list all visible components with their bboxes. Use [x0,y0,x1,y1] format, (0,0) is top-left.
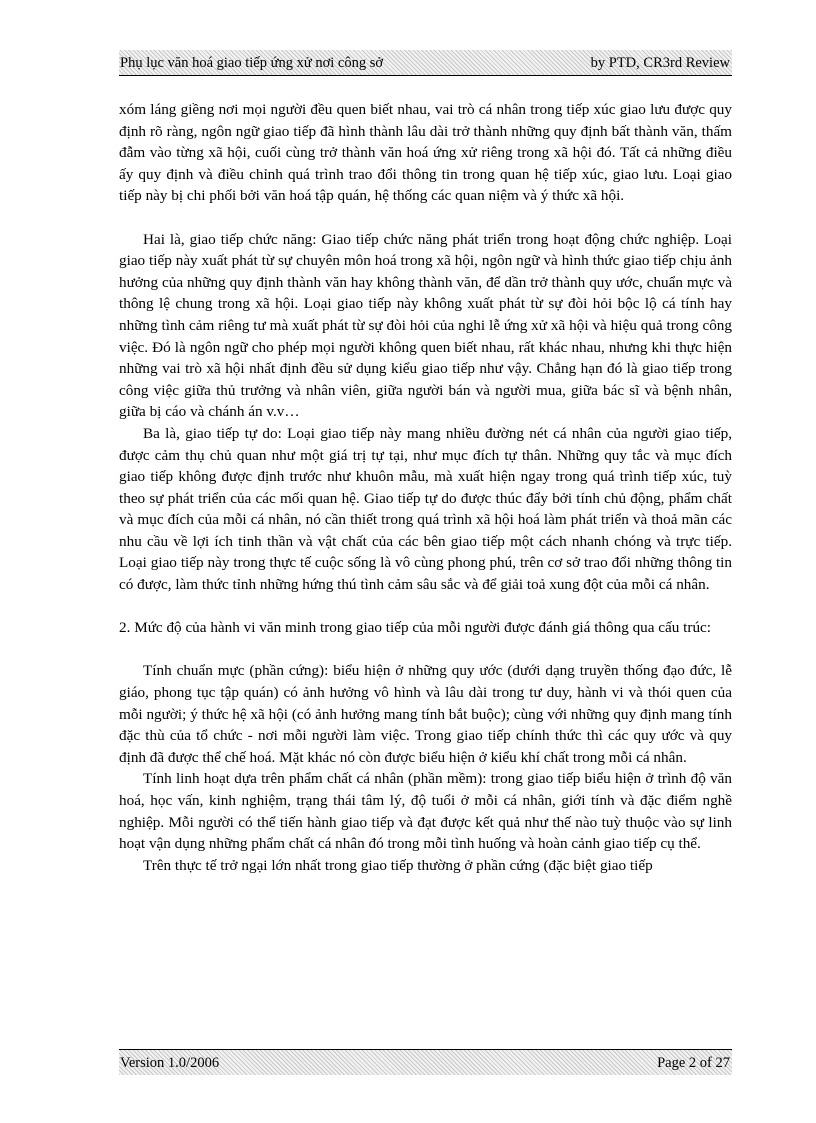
header-title: Phụ lục văn hoá giao tiếp ứng xử nơi công sở [120,55,384,71]
paragraph-obstacles: Trên thực tế trở ngại lớn nhất trong giao tiếp thường ở phần cứng (đặc biệt giao tiếp [143,856,653,874]
section-heading-2: 2. Mức độ của hành vi văn minh trong giao tiếp của mỗi người được đánh giá thông qua cấu trúc: [119,619,712,637]
footer-page-number: Page 2 of 27 [657,1055,730,1071]
paragraph-continuation: xóm láng giềng nơi mọi người đều quen biết nhau, vai trò cá nhân trong tiếp xúc giao lưu được quy định rõ ràng, ngôn ngữ giao tiếp đã hình thành lâu dài trở thành những quy định bất thành văn, thấm đẫm vào từng xã hội, cuối cùng trở thành văn hoá ứng xử riêng trong xã hội đó. Tất cả những điều ấy quy định và điều chỉnh quá trình trao đổi thông tin trong quan hệ tiếp xúc, giao lưu. Loại giao tiếp này bị chi phối bởi văn hoá tập quán, hệ thống các quan niệm và ý thức xã hội. [119,101,732,205]
paragraph-standardization: Tính chuẩn mực (phần cứng): biểu hiện ở những quy ước (dưới dạng truyền thống đạo đức, lễ giáo, phong tục tập quán) có ảnh hưởng vô hình và lâu dài trong tư duy, hành vi và thói quen của mỗi người; ý thức hệ xã hội (có ảnh hưởng mang tính bắt buộc); cùng với những quy định mang tính đặc thù của tổ chức - nơi mỗi người làm việc. Trong giao tiếp chính thức thì các quy ước và quy định đã được thể chế hoá. Mặt khác nó còn được biểu hiện ở kiểu khí chất trong mỗi cá nhân. [119,662,732,766]
paragraph-functional-communication: Hai là, giao tiếp chức năng: Giao tiếp chức năng phát triển trong hoạt động chức nghiệp. Loại giao tiếp này xuất phát từ sự chuyên môn hoá trong xã hội, ngôn ngữ và hình thức giao tiếp chịu ảnh hưởng của những quy định thành văn hay không thành văn, để dần trở thành quy ước, chuẩn mực và thông lệ chung trong xã hội. Loại giao tiếp này không xuất phát từ sự đòi hỏi bộc lộ cá tính hay những tình cảm riêng tư mà xuất phát từ sự đòi hỏi của nghi lễ ứng xử xã hội và hiệu quả trong công việc. Đó là ngôn ngữ cho phép mọi người không quen biết nhau, rất khác nhau, nhưng khi thực hiện những vai trò xã hội nhất định đều sử dụng kiểu giao tiếp như vậy. Chẳng hạn đó là giao tiếp trong công việc giữa thủ trưởng và nhân viên, giữa người bán và người mua, giữa bác sĩ và bệnh nhân, giữa bị cáo và chánh án v.v… [119,230,732,421]
paragraph-free-communication: Ba là, giao tiếp tự do: Loại giao tiếp này mang nhiều đường nét cá nhân của người giao tiếp, được cảm thụ chủ quan như một giá trị tự tại, như mục đích tự thân. Những quy tắc và mục đích giao tiếp không được định trước như khuôn mẫu, mà xuất hiện ngay trong quá trình tiếp xúc, tuỳ theo sự phát triển của các mối quan hệ. Giao tiếp tự do được thúc đẩy bởi tính chủ động, phẩm chất và mục đích của mỗi cá nhân, nó cần thiết trong quá trình xã hội hoá làm phát triển và thoả mãn các nhu cầu về lợi ích tinh thần và vật chất của các bên giao tiếp một cách nhanh chóng và trực tiếp. Loại giao tiếp này trong thực tế cuộc sống là vô cùng phong phú, trên cơ sở trao đổi những thông tin có được, làm thức tỉnh những hứng thú tình cảm sâu sắc và để giải toả xung đột của mỗi cá nhân. [119,424,732,594]
footer-version: Version 1.0/2006 [120,1055,220,1071]
page-header [119,50,732,76]
header-author: by PTD, CR3rd Review [590,55,730,71]
page-footer [119,1049,732,1075]
paragraph-flexibility: Tính linh hoạt dựa trên phẩm chất cá nhân (phần mềm): trong giao tiếp biểu hiện ở trình độ văn hoá, học vấn, kinh nghiệm, trạng thái tâm lý, độ tuổi ở mỗi cá nhân, giới tính và đặc điểm nghề nghiệp. Mỗi người có thể tiến hành giao tiếp và đạt được kết quả như thế nào tuỳ thuộc vào sự linh hoạt vận dụng những phẩm chất cá nhân đó trong mỗi tình huống và hoàn cảnh giao tiếp cụ thể. [119,770,732,853]
document-body [119,99,732,876]
